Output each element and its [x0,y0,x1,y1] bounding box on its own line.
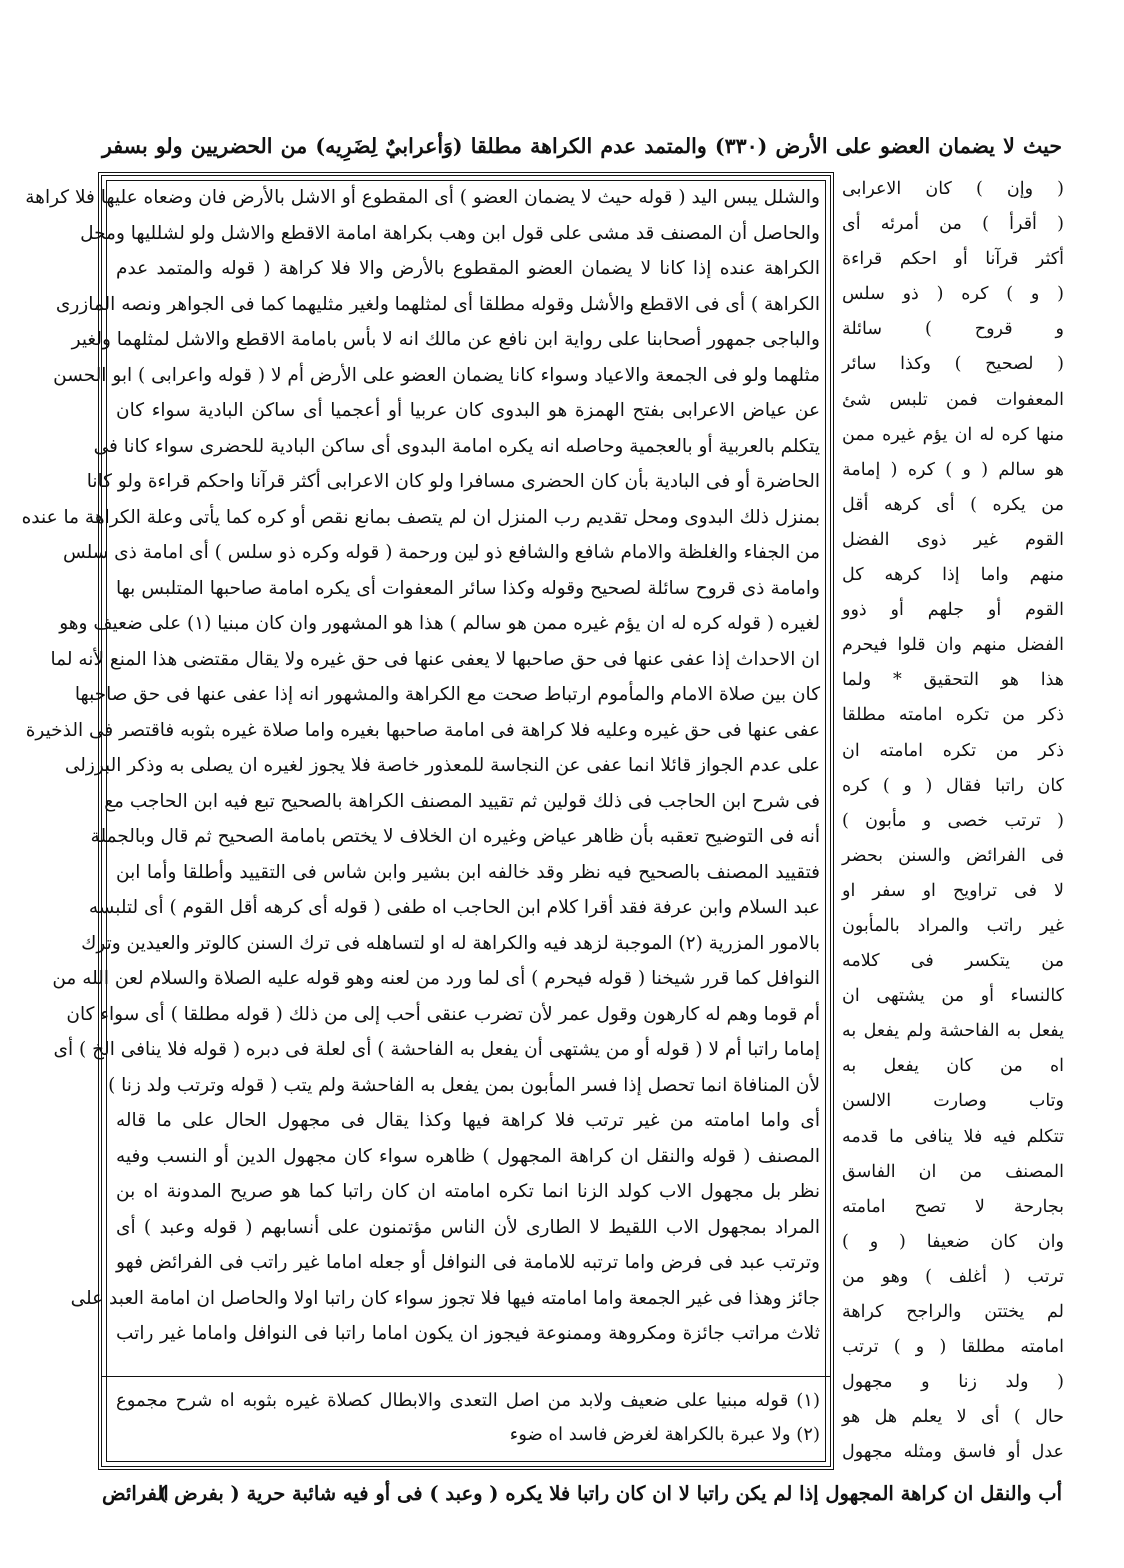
commentary-line: ان الاحداث إذا عفى عنها فى حق صاحبها لا يعفى عنها فى حق غيره ولا يقال مقتضى هذا المنع لأنه لما [50,648,820,670]
commentary-line: بمنزل ذلك البدوى ومحل تقديم رب المنزل ان لم يتصف بمانع نقص أو كره كما يأتى وعلة الكراهة ما عنده [21,506,820,528]
margin-line: عدل أو فاسق ومثله مجهول [842,1442,1064,1463]
footnote-1: (١) قوله مبنيا على ضعيف ولابد من اصل التعدى والابطال كصلاة غيره بثوبه اه شرح مجموع [116,1390,820,1411]
commentary-line: أم قوما وهم له كارهون وقول عمر لأن تضرب عنقى أحب إلى من ذلك ( قوله مطلقا ) أى سواء كان [66,1003,820,1025]
commentary-line: على عدم الجواز قائلا انما عفى عن النجاسة للمعذور خاصة فلا يجوز لغيره ان يصلى به وذكر البرزلى [64,755,820,776]
margin-line: القوم غير ذوى الفضل [842,529,1064,550]
margin-line: كان راتبا فقال ( و ) كره [842,775,1064,796]
margin-line: تتكلم فيه فلا ينافى ما قدمه [842,1126,1064,1147]
commentary-line: بالامور المزرية (٢) الموجبة لزهد فيه والكراهة له او لتساهله فى ترك السنن كالوتر والعيدين وترك [81,932,820,954]
margin-line: ( ولد زنا و مجهول [842,1372,1064,1393]
margin-line: هذا هو التحقيق * ولما [842,670,1064,691]
footnote-2: (٢) ولا عبرة بالكراهة لغرض فاسد اه ضوء [509,1424,820,1445]
margin-line: ( أقرأ ) من أمرئه أى [842,214,1064,235]
main-text-margin-column [842,172,1064,1470]
margin-line: المصنف من ان الفاسق [842,1161,1064,1182]
footnotes-section [116,1384,820,1464]
margin-line: وتاب وصارت الالسن [842,1091,1064,1112]
footer-continuation-text: أب والنقل ان كراهة المجهول إذا لم يكن راتبا لا ان كان راتبا فلا يكره ( وعبد ) فى أو فيه شائبة حرية ( بفرض ) [158,1482,1062,1505]
margin-line: لا فى تراويح او سفر او [842,880,1064,901]
margin-line: كالنساء أو من يشتهى ان [842,986,1064,1007]
commentary-line: لغيره ( قوله كره له ان يؤم غيره ممن هو سالم ) هذا هو المشهور وان كان مبنيا (١) على ضعيف وهو [59,613,820,634]
page-footer [102,1474,1062,1514]
margin-line: ( وإن ) كان الاعرابى [842,179,1064,199]
commentary-line: والحاصل أن المصنف قد مشى على قول ابن وهب بكراهة امامة الاقطع والاشل ولو لشلليها ومحل [80,222,820,244]
commentary-line: الحاضرة أو فى البادية بأن كان الحضرى مسافرا ولو كان الاعرابى أكثر قرآنا واحكم قراءة ولو كانا [86,471,820,492]
margin-line: ذكر من تكره امامته ان [842,740,1064,761]
margin-line: بجارحة لا تصح امامته [842,1196,1064,1217]
commentary-line: عن عياض الاعرابى بفتح الهمزة هو البدوى كان عربيا أو أعجميا أى ساكن البادية سواء كان [116,400,820,421]
commentary-line: أى واما امامته من غير ترتب فلا كراهة فيها وكذا يقال فى مجهول الحال على ما قاله [116,1110,820,1131]
margin-line: ( لصحيح ) وكذا سائر [842,354,1064,375]
margin-line: امامته مطلقا ( و ) ترتب [842,1337,1064,1358]
commentary-line: النوافل كما قرر شيخنا ( قوله فيحرم ) أى لما ورد من لعنه وهو قوله عليه الصلاة والسلام لعن الله من [52,968,820,989]
commentary-line: أنه فى التوضيح تعقبه بأن ظاهر عياض وغيره ان الخلاف لا يختص بامامة الصحيح ثم قال وبالجملة [90,826,820,847]
margin-line: حال ) أى لا يعلم هل هو [842,1407,1064,1428]
margin-line: ( ترتب خصى و مأبون ) [842,810,1064,831]
commentary-line: ثلاث مراتب جائزة ومكروهة وممنوعة فيجوز ان يكون اماما راتبا فى النوافل واماما غير راتب [116,1323,820,1344]
margin-line: هو سالم ( و ) كره ( إمامة [842,459,1064,480]
commentary-line: فتقييد المصنف بالصحيح فيه نظر وقد خالفه ابن بشير وابن شاس فى التقييد وأطلقا وأما ابن [116,861,820,883]
margin-line: الفضل منهم وان قلوا فيحرم [842,635,1064,656]
commentary-line: الكراهة ) أى فى الاقطع والأشل وقوله مطلقا أى لمثلهما ولغير مثليهما كما فى الجواهر ونصه المازرى [55,293,820,315]
margin-line: غير راتب والمراد بالمأبون [842,915,1064,936]
commentary-line: وترتب عبد فى فرض واما ترتبه للامامة فى النوافل أو جعله اماما غير راتب فى الفرائض فهو [116,1252,820,1273]
commentary-line: نظر بل مجهول الاب كولد الزنا انما تكره امامته ان كان راتبا كما هو صريح المدونة اه بن [116,1181,820,1202]
margin-line: فى الفرائض والسنن بحضر [842,845,1064,866]
margin-line: اه من كان يفعل به [842,1056,1064,1077]
commentary-line: والشلل يبس اليد ( قوله حيث لا يضمان العضو ) أى المقطوع أو الاشل بالأرض فان وضعاه عليها فلا كراهة [25,187,820,208]
commentary-text-column [21,180,820,1370]
commentary-line: مثلهما ولو فى الجمعة والاعياد وسواء كانا يضمان العضو على الأرض أم لا ( قوله واعرابى ) ابو الحسن [53,364,820,386]
commentary-line: فى شرح ابن الحاجب فى ذلك قولين ثم تقييد المصنف الكراهة بالصحيح تبع فيه ابن الحاجب مع [104,790,820,812]
commentary-line: من الجفاء والغلظة والامام شافع والشافع ذو لين ورحمة ( قوله وكره ذو سلس ) أى امامة ذى سلس [63,542,820,563]
commentary-line: الكراهة عنده إذا كانا لا يضمان العضو المقطوع بالأرض والا فلا كراهة ( قوله والمتمد عدم [116,258,820,279]
margin-line: منها كره له ان يؤم غيره ممن [842,424,1064,445]
margin-line: وان كان ضعيفا ( و ) [842,1231,1064,1252]
commentary-line: جائز وهذا فى غير الجمعة واما امامته فيها فلا تجوز سواء كان راتبا اولا والحاصل ان امامة العبد على [70,1287,820,1309]
page-header: حيث لا يضمان العضو على الأرض (٣٣٠) والمتمد عدم الكراهة مطلقا (وَأعرابيٌ لِضَرِيه) من الحضريين ولو بسفر [102,134,1063,158]
commentary-line: وامامة ذى قروح سائلة لصحيح وقوله وكذا سائر المعفوات أى يكره امامة صاحبها المتلبس بها [116,577,820,599]
commentary-line: والباجى جمهور أصحابنا على رواية ابن نافع عن مالك انه لا بأس بامامة الاقطع والاشل لمثلهما ولغير [71,329,820,350]
margin-line: يفعل به الفاحشة ولم يفعل به [842,1021,1064,1042]
margin-line: المعفوات فمن تلبس شئ [842,389,1064,410]
margin-line: ذكر من تكره امامته مطلقا [842,705,1064,726]
commentary-line: المصنف ( قوله والنقل ان كراهة المجهول ) ظاهره سواء كان مجهول الدين أو النسب وفيه [116,1145,820,1167]
footnote-divider [102,1376,830,1377]
margin-line: أكثر قرآنا أو احكم قراءة [842,249,1064,270]
margin-line: ترتب ( أغلف ) وهو من [842,1266,1064,1287]
margin-line: من يكره ) أى كرهه أقل [842,494,1064,515]
commentary-line: كان بين صلاة الامام والمأموم ارتباط صحت مع الكراهة والمشهور انه إذا عفى عنها فى حق صاحبها [74,684,820,705]
margin-line: من يتكسر فى كلامه [842,951,1064,972]
margin-line: و قروح ) سائلة [842,319,1064,340]
commentary-line: المراد بمجهول الاب اللقيط لا الطارى لأن الناس مؤتمنون على أنسابهم ( قوله وعبد ) أى [116,1216,820,1238]
commentary-line: عفى عنها فى حق غيره وعليه فلا كراهة فى امامة صاحبها بغيره واما صلاة غيره بثوبه فاقتصر فى الذخيرة [25,719,820,741]
commentary-line: يتكلم بالعربية أو بالعجمية وحاصله انه يكره امامة البدوى أى ساكن البادية للحضرى سواء كانا فى [93,435,820,457]
margin-line: القوم أو جلهم أو ذوو [842,600,1064,621]
commentary-line: عبد السلام وابن عرفة فقد أقرا كلام ابن الحاجب اه طفى ( قوله أى كرهه أقل القوم ) أى لتلبسه [88,897,820,918]
commentary-line: لأن المنافاة انما تحصل إذا فسر المأبون بمن يفعل به الفاحشة ولم يتب ( قوله وترتب ولد زنا ) [108,1074,820,1096]
margin-line: منهم واما إذا كرهه كل [842,565,1064,586]
commentary-line: إماما راتبا أم لا ( قوله أو من يشتهى أن يفعل به الفاحشة ) أى لعلة فى دبره ( قوله فلا ينافى الخ ) أى [53,1039,820,1060]
footer-catchword: الفرائض [102,1482,169,1505]
margin-line: ( و ) كره ( ذو سلس [842,284,1064,305]
margin-line: لم يختتن والراجح كراهة [842,1302,1064,1322]
